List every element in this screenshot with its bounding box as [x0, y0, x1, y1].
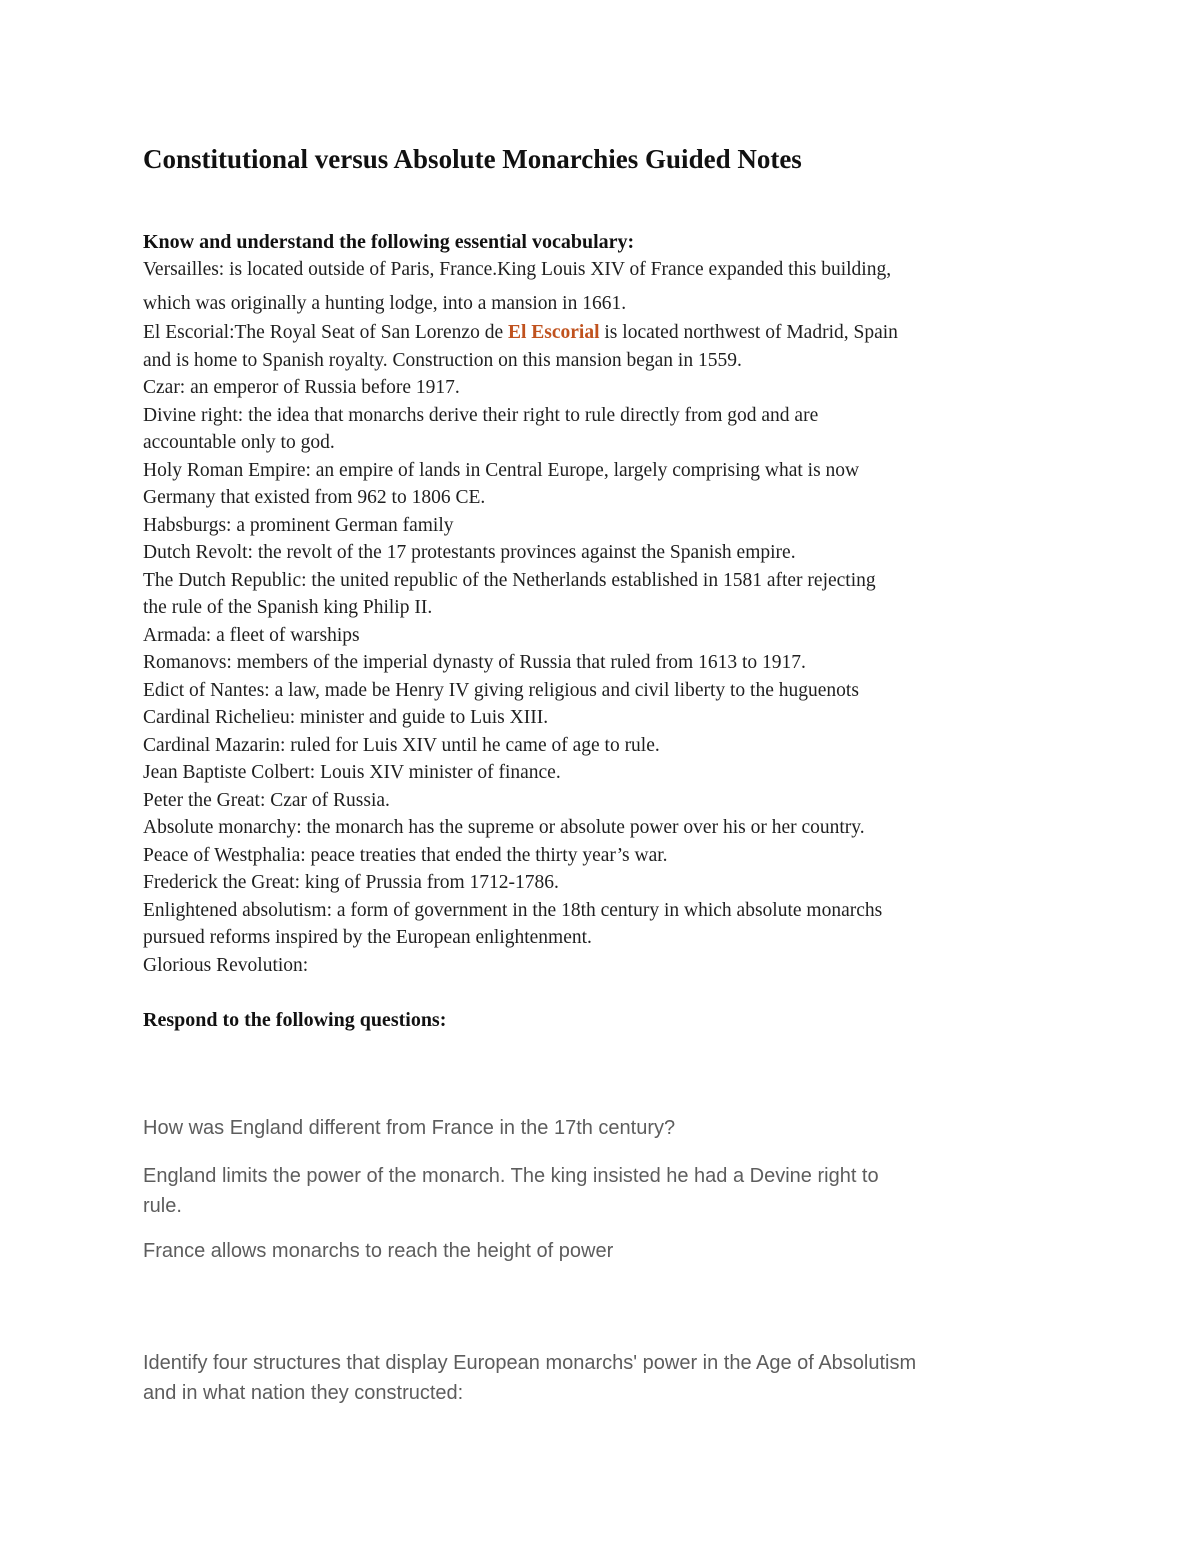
vocab-line-czar: Czar: an emperor of Russia before 1917. — [143, 377, 460, 399]
vocab-line-cardinal-richelieu: Cardinal Richelieu: minister and guide to Luis XIII. — [143, 707, 549, 729]
vocab-line-peace-of-westphalia: Peace of Westphalia: peace treaties that ended the thirty year’s war. — [143, 844, 668, 866]
vocab-line-versailles-cont: which was originally a hunting lodge, into a mansion in 1661. — [143, 292, 627, 314]
vocab-line-armada: Armada: a fleet of warships — [143, 624, 360, 646]
vocab-line-holy-roman-empire-cont: Germany that existed from 962 to 1806 CE. — [143, 487, 486, 509]
vocab-line-el-escorial-cont: and is home to Spanish royalty. Construction on this mansion began in 1559. — [143, 349, 742, 371]
question-2-line-1: Identify four structures that display European monarchs' power in the Age of Absolutism — [143, 1351, 917, 1374]
vocab-line-el-escorial — [143, 319, 1080, 347]
vocab-line-divine-right-cont: accountable only to god. — [143, 432, 335, 454]
vocab-line-absolute-monarchy: Absolute monarchy: the monarch has the supreme or absolute power over his or her country. — [143, 817, 865, 839]
vocab-line-el-escorial-prefix: El Escorial:The Royal Seat of San Lorenzo de — [143, 322, 508, 344]
vocab-line-frederick-the-great: Frederick the Great: king of Prussia from 1712-1786. — [143, 872, 559, 894]
questions-section — [143, 1113, 1080, 1408]
vocab-section-heading: Know and understand the following essential vocabulary: — [143, 230, 635, 253]
question-2 — [143, 1348, 1080, 1408]
questions-section-heading: Respond to the following questions: — [143, 1009, 447, 1032]
vocab-line-dutch-revolt: Dutch Revolt: the revolt of the 17 protestants provinces against the Spanish empire. — [143, 542, 796, 564]
question-2-line-2: and in what nation they constructed: — [143, 1381, 464, 1404]
answer-1-line-2: rule. — [143, 1194, 182, 1217]
answer-1 — [143, 1161, 1080, 1221]
vocab-line-enlightened-absolutism: Enlightened absolutism: a form of government in the 18th century in which absolute monarchs — [143, 899, 883, 921]
vocab-line-dutch-republic: The Dutch Republic: the united republic of the Netherlands established in 1581 after rejecting — [143, 569, 876, 591]
vocab-line-holy-roman-empire: Holy Roman Empire: an empire of lands in Central Europe, largely comprising what is now — [143, 459, 860, 481]
vocab-line-cardinal-mazarin: Cardinal Mazarin: ruled for Luis XIV until he came of age to rule. — [143, 734, 660, 756]
vocab-line-glorious-revolution: Glorious Revolution: — [143, 954, 309, 976]
vocab-line-versailles: Versailles: is located outside of Paris, France.King Louis XIV of France expanded this building, — [143, 259, 892, 281]
el-escorial-highlight: El Escorial — [507, 322, 600, 344]
vocab-line-el-escorial-suffix: is located northwest of Madrid, Spain — [599, 322, 898, 344]
vocab-line-peter-the-great: Peter the Great: Czar of Russia. — [143, 789, 390, 811]
vocab-list — [143, 256, 1080, 979]
page-title: Constitutional versus Absolute Monarchies Guided Notes — [143, 144, 802, 174]
question-1: How was England different from France in the 17th century? — [143, 1116, 676, 1139]
vocab-line-divine-right: Divine right: the idea that monarchs derive their right to rule directly from god and are — [143, 404, 819, 426]
vocab-line-edict-of-nantes: Edict of Nantes: a law, made be Henry IV giving religious and civil liberty to the huguenots — [143, 679, 859, 701]
vocab-line-habsburgs: Habsburgs: a prominent German family — [143, 514, 454, 536]
vocab-line-dutch-republic-cont: the rule of the Spanish king Philip II. — [143, 597, 433, 619]
vocab-line-romanovs: Romanovs: members of the imperial dynasty of Russia that ruled from 1613 to 1917. — [143, 652, 806, 674]
vocab-line-enlightened-absolutism-cont: pursued reforms inspired by the European enlightenment. — [143, 927, 592, 949]
answer-2: France allows monarchs to reach the height of power — [143, 1239, 614, 1262]
answer-1-line-1: England limits the power of the monarch. The king insisted he had a Devine right to — [143, 1164, 879, 1187]
vocab-line-jean-baptiste-colbert: Jean Baptiste Colbert: Louis XIV minister of finance. — [143, 762, 561, 784]
